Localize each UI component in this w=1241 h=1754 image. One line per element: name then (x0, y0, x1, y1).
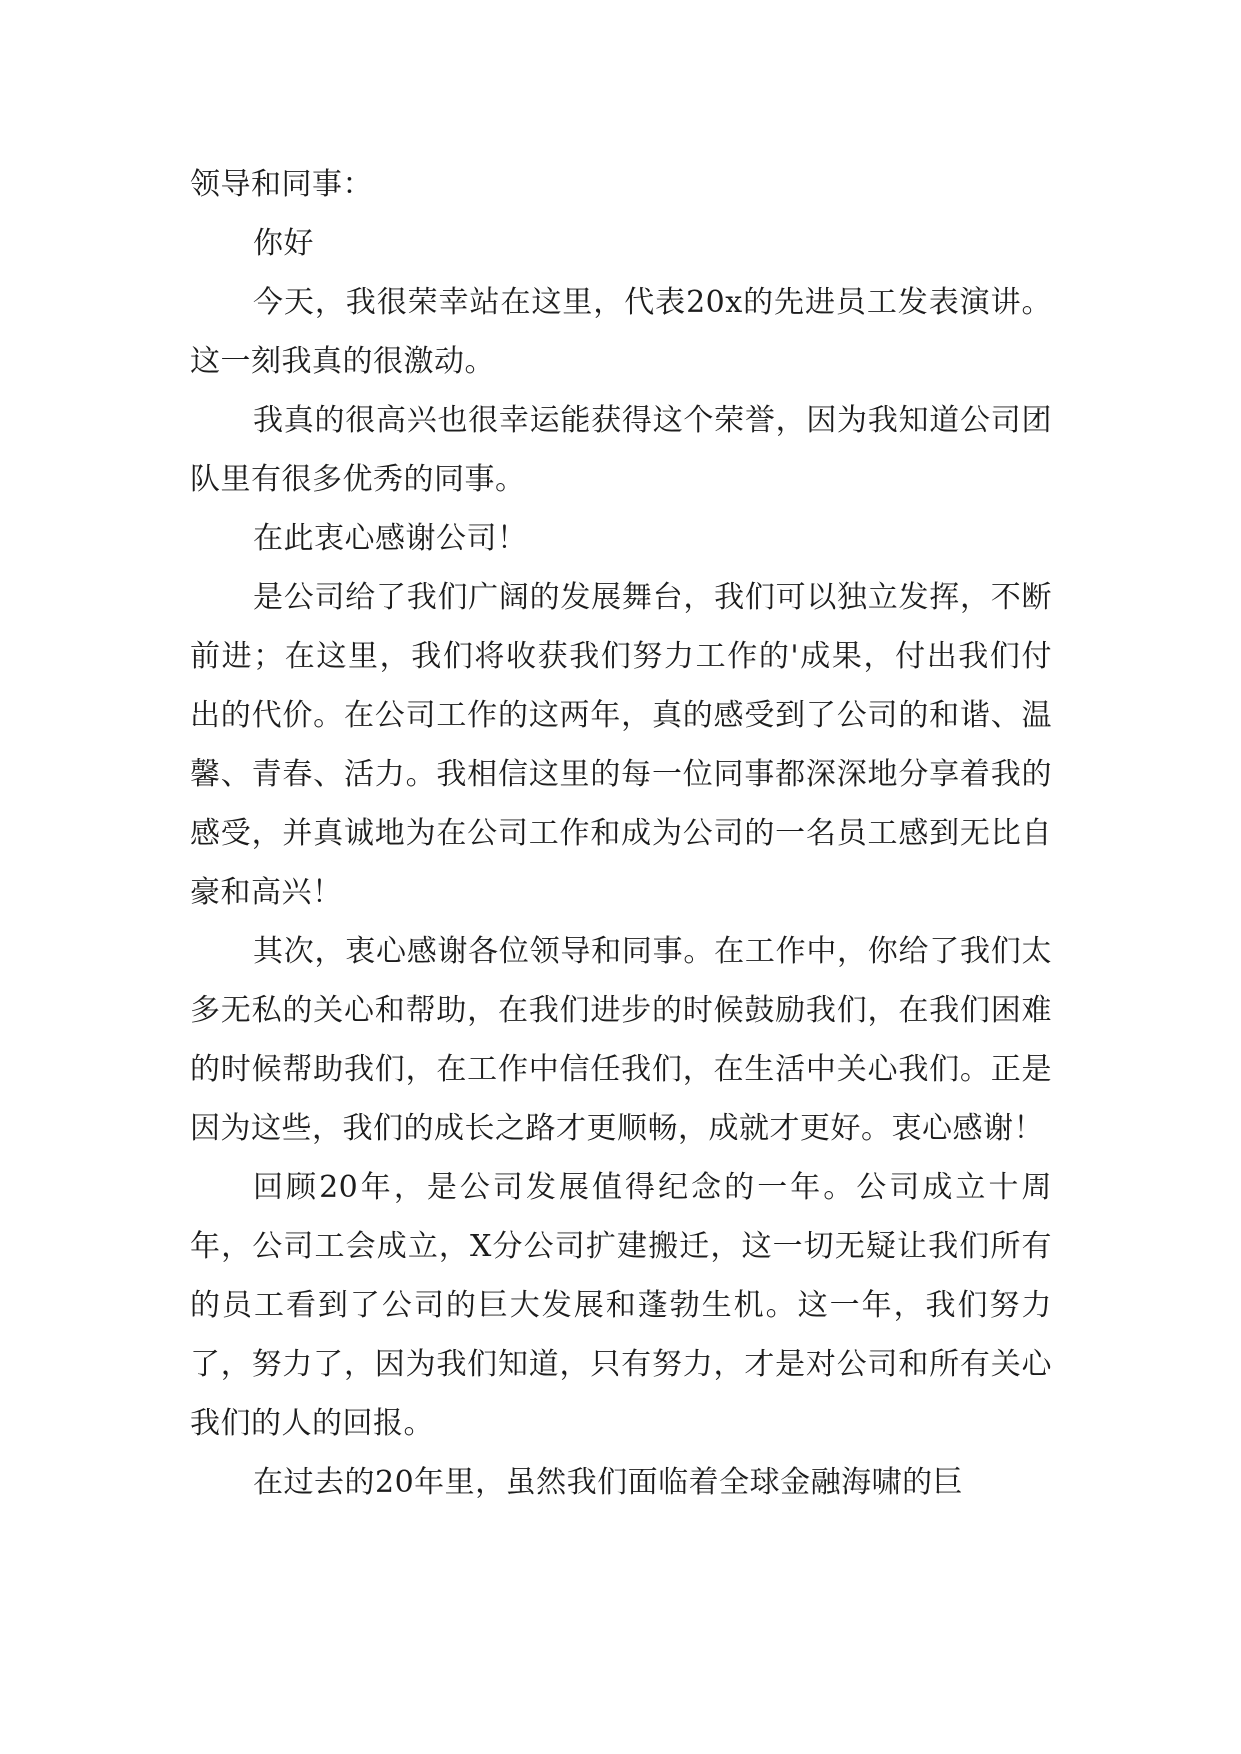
paragraph-honor: 我真的很高兴也很幸运能获得这个荣誉，因为我知道公司团队里有很多优秀的同事。 (190, 403, 1052, 497)
paragraph-thanks-company: 在此衷心感谢公司！ (253, 521, 528, 556)
paragraph-intro: 今天，我很荣幸站在这里，代表20x的先进员工发表演讲。这一刻我真的很激动。 (190, 285, 1052, 379)
salutation: 领导和同事： (190, 167, 373, 202)
paragraph-thanks-colleagues: 其次，衷心感谢各位领导和同事。在工作中，你给了我们太多无私的关心和帮助，在我们进步的时候鼓励我们，在我们困难的时候帮助我们，在工作中信任我们，在生活中关心我们。正是因为这些，我们的成长之路才更顺畅，成就才更好。衷心感谢！ (190, 934, 1052, 1146)
paragraph-past-years: 在过去的20年里，虽然我们面临着全球金融海啸的巨 (253, 1465, 964, 1500)
paragraph-review: 回顾20年，是公司发展值得纪念的一年。公司成立十周年，公司工会成立，X分公司扩建搬迁，这一切无疑让我们所有的员工看到了公司的巨大发展和蓬勃生机。这一年，我们努力了，努力了，因为我们知道，只有努力，才是对公司和所有关心我们的人的回报。 (190, 1170, 1052, 1441)
document-body (190, 155, 1052, 1512)
paragraph-greeting: 你好 (253, 226, 314, 261)
paragraph-company-stage: 是公司给了我们广阔的发展舞台，我们可以独立发挥，不断前进；在这里，我们将收获我们努力工作的'成果，付出我们付出的代价。在公司工作的这两年，真的感受到了公司的和谐、温馨、青春、活力。我相信这里的每一位同事都深深地分享着我的感受，并真诚地为在公司工作和成为公司的一名员工感到无比自豪和高兴！ (190, 580, 1052, 910)
